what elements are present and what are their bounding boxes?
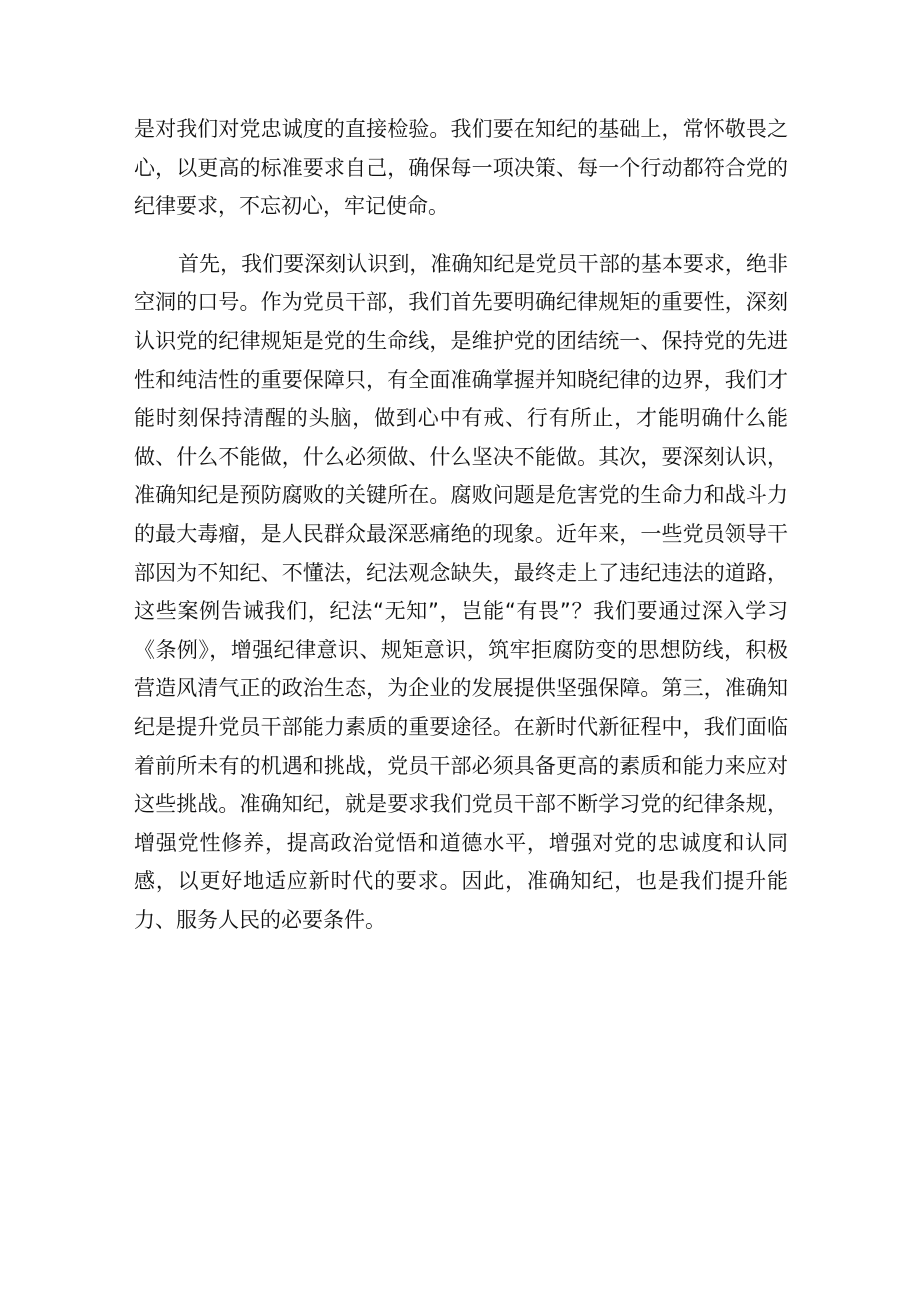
document-body <box>134 110 788 939</box>
body-paragraph: 首先，我们要深刻认识到，准确知纪是党员干部的基本要求，绝非空洞的口号。作为党员干部，我们首先要明确纪律规矩的重要性，深刻认识党的纪律规矩是党的生命线，是维护党的团结统一、保持党的先进性和纯洁性的重要保障只，有全面准确掌握并知晓纪律的边界，我们才能时刻保持清醒的头脑，做到心中有戒、行有所止，才能明确什么能做、什么不能做，什么必须做、什么坚决不能做。其次，要深刻认识，准确知纪是预防腐败的关键所在。腐败问题是危害党的生命力和战斗力的最大毒瘤，是人民群众最深恶痛绝的现象。近年来，一些党员领导干部因为不知纪、不懂法，纪法观念缺失，最终走上了违纪违法的道路，这些案例告诫我们，纪法“无知”，岂能“有畏”？我们要通过深入学习《条例》，增强纪律意识、规矩意识，筑牢拒腐防变的思想防线，积极营造风清气正的政治生态，为企业的发展提供坚强保障。第三，准确知纪是提升党员干部能力素质的重要途径。在新时代新征程中，我们面临着前所未有的机遇和挑战，党员干部必须具备更高的素质和能力来应对这些挑战。准确知纪，就是要求我们党员干部不断学习党的纪律条规，增强党性修养，提高政治觉悟和道德水平，增强对党的忠诚度和认同感，以更好地适应新时代的要求。因此，准确知纪，也是我们提升能力、服务人民的必要条件。 <box>134 251 788 932</box>
body-paragraph: 是对我们对党忠诚度的直接检验。我们要在知纪的基础上，常怀敬畏之心，以更高的标准要求自己，确保每一项决策、每一个行动都符合党的纪律要求，不忘初心，牢记使命。 <box>134 117 788 219</box>
